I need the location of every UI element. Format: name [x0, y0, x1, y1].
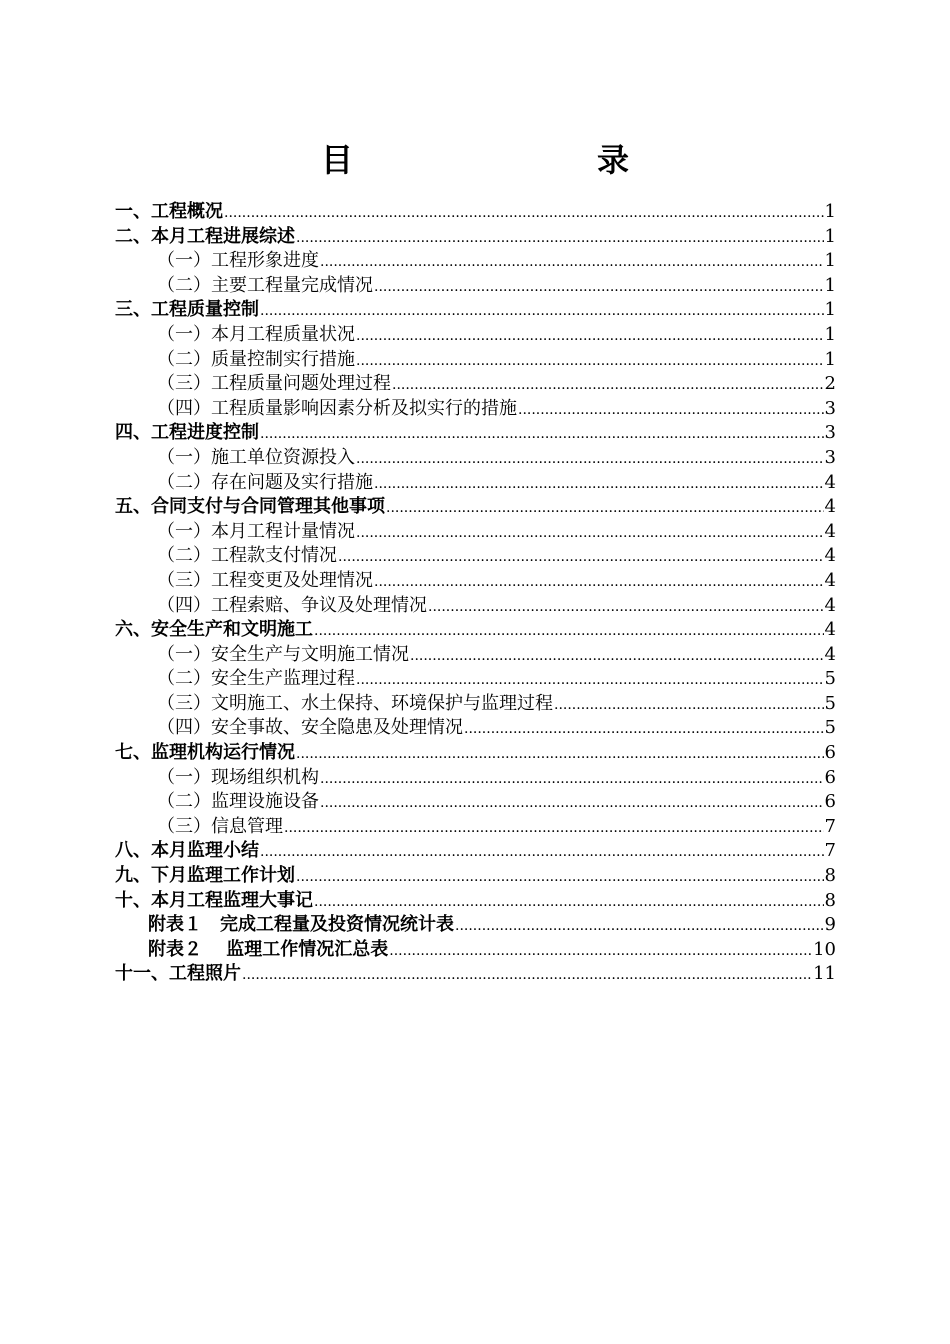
toc-entry-label: 一、工程概况	[115, 201, 223, 222]
dot-leader	[296, 742, 824, 767]
dot-leader	[464, 717, 824, 742]
toc-page-number: 4	[824, 619, 836, 641]
dot-leader	[356, 668, 824, 693]
toc-entry[interactable]	[115, 298, 836, 323]
toc-entry[interactable]	[115, 889, 836, 914]
toc-entry[interactable]	[115, 618, 836, 643]
toc-entry[interactable]	[115, 372, 836, 397]
toc-entry-label: （四）安全事故、安全隐患及处理情况	[157, 717, 463, 739]
toc-entry-label: （三）文明施工、水土保持、环境保护与监理过程	[157, 692, 553, 714]
toc-entry[interactable]	[115, 839, 836, 864]
dot-leader	[392, 373, 824, 398]
dot-leader	[455, 914, 824, 939]
dot-leader	[260, 299, 824, 324]
toc-entry-label: （二）主要工程量完成情况	[157, 274, 373, 296]
dot-leader	[374, 570, 824, 595]
toc-entry[interactable]	[115, 446, 836, 471]
toc-entry[interactable]	[115, 741, 836, 766]
toc-entry[interactable]	[115, 569, 836, 594]
toc-page-number: 4	[824, 594, 836, 616]
dot-leader	[296, 865, 824, 890]
toc-page-number: 3	[824, 397, 836, 419]
toc-entry-label: （四）工程索赔、争议及处理情况	[157, 594, 427, 616]
toc-page-number: 3	[824, 446, 836, 468]
toc-entry-label: （一）安全生产与文明施工情况	[157, 643, 409, 665]
toc-page-number: 4	[824, 520, 836, 542]
toc-entry[interactable]	[115, 938, 836, 963]
dot-leader	[386, 496, 824, 521]
dot-leader	[296, 226, 824, 251]
toc-entry-label: 六、安全生产和文明施工	[115, 619, 313, 641]
toc-entry-label: （三）工程变更及处理情况	[157, 569, 373, 591]
toc-entry-label: （二）监理设施设备	[157, 791, 319, 813]
toc-page-number: 4	[824, 545, 836, 567]
toc-entry-label: 七、监理机构运行情况	[115, 742, 295, 764]
toc-page-number: 1	[824, 323, 836, 345]
toc-entry-label: （二）安全生产监理过程	[157, 668, 355, 690]
toc-page-number: 6	[824, 742, 836, 764]
dot-leader	[320, 250, 824, 275]
toc-page-number: 4	[824, 643, 836, 665]
toc-page-number: 5	[824, 692, 836, 714]
toc-page-number: 1	[824, 348, 836, 370]
dot-leader	[356, 349, 824, 374]
dot-leader	[224, 201, 824, 226]
toc-entry-label: （二）工程款支付情况	[157, 545, 337, 567]
dot-leader	[284, 816, 824, 841]
toc-entry[interactable]	[115, 471, 836, 496]
toc-entry-label: 十、本月工程监理大事记	[115, 889, 313, 911]
toc-page-number: 8	[824, 865, 836, 887]
toc-entry-label: （二）质量控制实行措施	[157, 348, 355, 370]
toc-entry[interactable]	[115, 667, 836, 692]
toc-page-number: 1	[824, 274, 836, 296]
toc-entry-label: 三、工程质量控制	[115, 299, 259, 321]
toc-entry-label: （一）施工单位资源投入	[157, 446, 355, 468]
dot-leader	[356, 324, 824, 349]
toc-entry[interactable]	[115, 520, 836, 545]
toc-page-number: 1	[824, 201, 836, 222]
toc-entry-label: 十一、工程照片	[115, 963, 241, 985]
dot-leader	[374, 275, 824, 300]
toc-page-number: 9	[824, 914, 836, 936]
toc-page-number: 10	[813, 938, 836, 960]
toc-page-number: 7	[824, 840, 836, 862]
toc-page-number: 6	[824, 791, 836, 813]
toc-entry[interactable]	[115, 249, 836, 274]
toc-entry-label: （三）信息管理	[157, 815, 283, 837]
dot-leader	[554, 693, 824, 718]
toc-entry-label: 四、工程进度控制	[115, 422, 259, 444]
toc-entry[interactable]	[115, 594, 836, 619]
dot-leader	[260, 840, 824, 865]
toc-entry[interactable]	[115, 643, 836, 668]
dot-leader	[389, 939, 812, 964]
dot-leader	[518, 398, 824, 423]
toc-title: 目 录	[320, 141, 689, 179]
toc-entry[interactable]	[115, 397, 836, 422]
toc-entry-label: （一）现场组织机构	[157, 766, 319, 788]
toc-entry[interactable]	[115, 323, 836, 348]
toc-page-number: 6	[824, 766, 836, 788]
toc-entry[interactable]	[115, 962, 836, 987]
toc-entry[interactable]	[115, 716, 836, 741]
dot-leader	[428, 595, 824, 620]
toc-entry-label: （三）工程质量问题处理过程	[157, 373, 391, 395]
toc-entry[interactable]	[115, 692, 836, 717]
toc-entry-label: 八、本月监理小结	[115, 840, 259, 862]
toc-entry[interactable]	[115, 913, 836, 938]
dot-leader	[260, 422, 824, 447]
toc-entry-label: （二）存在问题及实行措施	[157, 471, 373, 493]
toc-page-number: 4	[824, 471, 836, 493]
dot-leader	[314, 890, 824, 915]
toc-entry[interactable]	[115, 225, 836, 250]
toc-page-number: 1	[824, 299, 836, 321]
table-of-contents	[115, 200, 836, 987]
toc-page-number: 5	[824, 668, 836, 690]
toc-page-number: 7	[824, 815, 836, 837]
toc-entry-label: （一）工程形象进度	[157, 250, 319, 272]
toc-page-number: 1	[824, 250, 836, 272]
toc-entry[interactable]	[115, 864, 836, 889]
toc-entry[interactable]	[115, 495, 836, 520]
toc-page-number: 4	[824, 569, 836, 591]
dot-leader	[410, 644, 824, 669]
dot-leader	[374, 472, 824, 497]
toc-entry[interactable]	[115, 766, 836, 791]
toc-entry-label: （一）本月工程计量情况	[157, 520, 355, 542]
toc-entry[interactable]	[115, 200, 836, 225]
toc-page-number: 1	[824, 225, 836, 247]
dot-leader	[320, 791, 824, 816]
dot-leader	[356, 447, 824, 472]
toc-entry-label: （一）本月工程质量状况	[157, 323, 355, 345]
toc-page-number: 8	[824, 889, 836, 911]
toc-entry[interactable]	[115, 544, 836, 569]
dot-leader	[356, 521, 824, 546]
toc-page-number: 2	[824, 373, 836, 395]
toc-entry-label: 二、本月工程进展综述	[115, 225, 295, 247]
dot-leader	[314, 619, 824, 644]
toc-page-number: 3	[824, 422, 836, 444]
toc-entry-label: （四）工程质量影响因素分析及拟实行的措施	[157, 397, 517, 419]
toc-entry-label: 九、下月监理工作计划	[115, 865, 295, 887]
toc-entry[interactable]	[115, 815, 836, 840]
toc-page-number: 11	[813, 963, 836, 985]
toc-entry[interactable]	[115, 790, 836, 815]
toc-page-number: 4	[824, 496, 836, 518]
dot-leader	[242, 963, 812, 988]
toc-entry-label: 五、合同支付与合同管理其他事项	[115, 496, 385, 518]
toc-entry[interactable]	[115, 421, 836, 446]
dot-leader	[320, 767, 824, 792]
toc-entry-label: 附表１ 完成工程量及投资情况统计表	[148, 914, 454, 936]
toc-entry[interactable]	[115, 274, 836, 299]
toc-entry[interactable]	[115, 348, 836, 373]
dot-leader	[338, 545, 824, 570]
toc-page-number: 5	[824, 717, 836, 739]
toc-entry-label: 附表２ 监理工作情况汇总表	[148, 938, 389, 960]
